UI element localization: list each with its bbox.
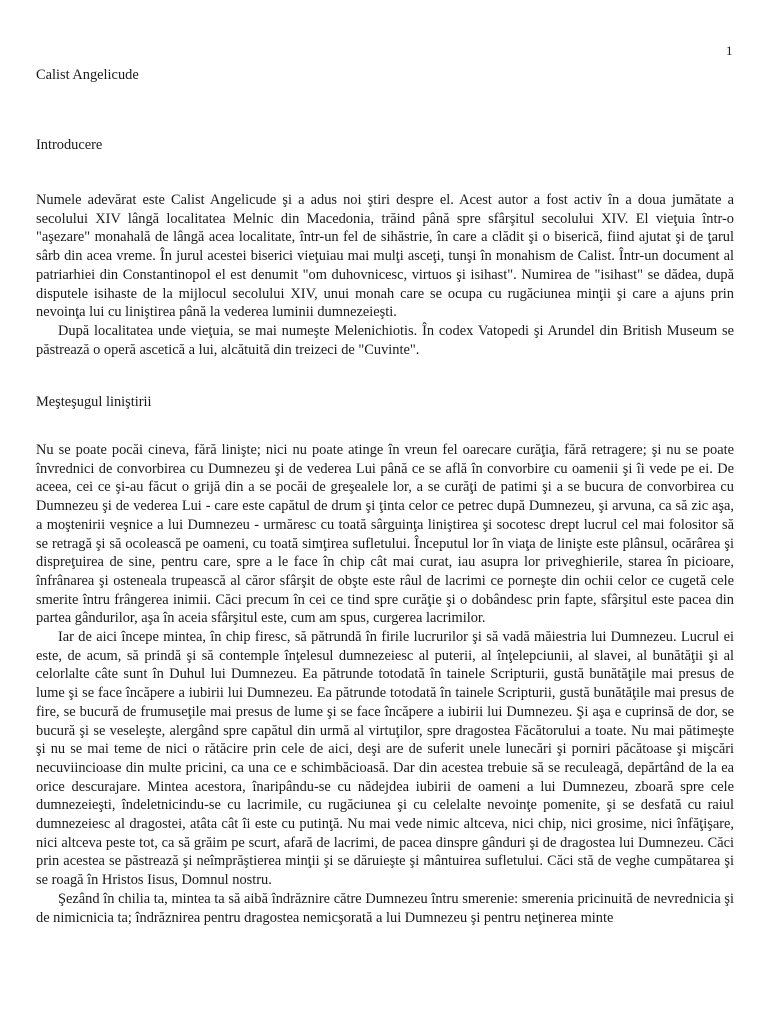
- mestesugul-paragraph-1: Nu se poate pocăi cineva, fără linişte; nici nu poate atinge în vreun fel oarecare curăţia, fără retragere; şi nu se poate învrednici de convorbirea cu Dumnezeu şi de vederea Lui până ce se află în convorbire cu oamenii şi îi vede pe ei. De aceea, cei ce şi-au făcut o grijă din a se pocăi de greşealele lor, a se curăţi de patimi şi a se bucura de convorbirea cu Dumnezeu şi de vederea Lui - care este capătul de drum şi ţinta celor ce petrec după Dumnezeu, şi arvuna, ca să zic aşa, a moştenirii veşnice a lui Dumnezeu - urmăresc cu toată sârguinţa liniştirea şi socotesc drept lucrul cel mai folositor să se retragă şi să ocolească pe oameni, cu toată simţirea sufletului. Începutul lor în viaţa de linişte este plânsul, ocărârea şi dispreţuirea de sine, pentru care, spre a le face în chip cât mai curat, iau asupra lor priveghierile, starea în picioare, înfrânarea şi osteneala trupească al căror sfârşit de obşte este râul de lacrimi ce porneşte din ochii celor ce cugetă cele smerite întru frângerea inimii. Căci precum în cei ce tind spre curăţie şi o dobândesc prin fapte, sfârşitul este pacea din partea gândurilor, aşa în aceia sfârşitul este, cum am spus, curgerea lacrimilor.: [36, 442, 734, 627]
- intro-paragraph-2: După localitatea unde vieţuia, se mai numeşte Melenichiotis. În codex Vatopedi şi Arundel din British Museum se păstrează o operă ascetică a lui, alcătuită din treizeci de "Cuvinte".: [36, 322, 734, 358]
- intro-paragraph-1: Numele adevărat este Calist Angelicude şi a adus noi ştiri despre el. Acest autor a fost activ în a doua jumătate a secolului XIV lângă localitatea Melnic din Macedonia, trăind până spre sfârşitul secolului XIV. El vieţuia într-o "aşezare" monahală de lângă acea localitate, într-un fel de sihăstrie, în care a clădit şi o biserică, fiind ajutat şi de ţarul sârb din acea vreme. În jurul acestei biserici vieţuiau mai mulţi asceţi, tunşi în monahism de Calist. Într-un document al patriarhiei din Constantinopol el est denumit "om duhovnicesc, virtuos şi isihast". Numirea de "isihast" se dădea, după disputele isihaste de la mijlocul secolului XIV, unui monah care se ocupa cu rugăciunea minţii şi care a ajuns prin nevoinţa lui cu liniştirea până la vederea luminii dumnezeieşti.: [36, 192, 734, 321]
- section-heading-intro: Introducere: [36, 137, 103, 153]
- mestesugul-paragraph-2: Iar de aici începe mintea, în chip firesc, să pătrundă în firile lucrurilor şi să vadă măiestria lui Dumnezeu. Lucrul ei este, de acum, să prindă şi să contemple înţelesul dumnezeiesc al puterii, al înţelepciunii, al slavei, al bunătăţii şi al celorlalte câte sunt în Duhul lui Dumnezeu. Ea pătrunde totodată în tainele Scripturii, gustă bunătăţile mai presus de lume şi se face încăpere a iubirii lui Dumnezeu. Ea pătrunde totodată în tainele Scripturii, gustă bunătăţile mai presus de fire, se bucură de frumuseţile mai presus de lume şi se face încăpere a iubirii lui Dumnezeu. Şi aşa e cuprinsă de dor, se bucură şi se veseleşte, alergând spre capătul din urmă al virtuţilor, spre dragostea Făcătorului a toate. Nu mai pătimeşte şi nu se mai teme de nici o rătăcire prin cele de aici, deşi are de suferit unele lunecări şi porniri păcătoase şi mişcări necuviincioase din multe pricini, ca una ce e schimbăcioasă. Dar din acestea trebuie să se reculeagă, depărtând de la ea orice descurajare. Mintea acestora, înaripându-se cu nădejdea iubirii de oameni a lui Dumnezeu, zboară spre cele dumnezeieşti, îndeletnicindu-se cu lacrimile, cu rugăciunea şi cu celelalte nevoinţe pomenite, şi se desfată cu raiul dumnezeiesc al dragostei, atâta cât îi este cu putinţă. Nu mai vede nimic altceva, nici chip, nici grosime, nici înfăţişare, nici altceva peste tot, ca să grăim pe scurt, afară de lacrimi, de pacea dinspre gânduri şi de dragostea lui Dumnezeu. Căci prin acestea se păstrează şi neîmprăştierea minţii şi se dăruieşte şi mântuirea sufletului. Căci stă de veghe cumpătarea şi se roagă în Hristos Iisus, Domnul nostru.: [36, 629, 734, 889]
- section-heading-mestesugul: Meşteşugul liniştirii: [36, 394, 152, 410]
- mestesugul-body: [36, 441, 734, 927]
- mestesugul-paragraph-3: Şezând în chilia ta, mintea ta să aibă îndrăznire către Dumnezeu întru smerenie: smerenia pricinuită de nevrednicia şi de nimicnicia ta; îndrăznirea pentru dragostea nemicşorată a lui Dumnezeu şi pentru neţinerea minte: [36, 890, 734, 926]
- author-title: Calist Angelicude: [36, 67, 139, 83]
- intro-body: [36, 191, 734, 359]
- page-number: 1: [726, 43, 733, 58]
